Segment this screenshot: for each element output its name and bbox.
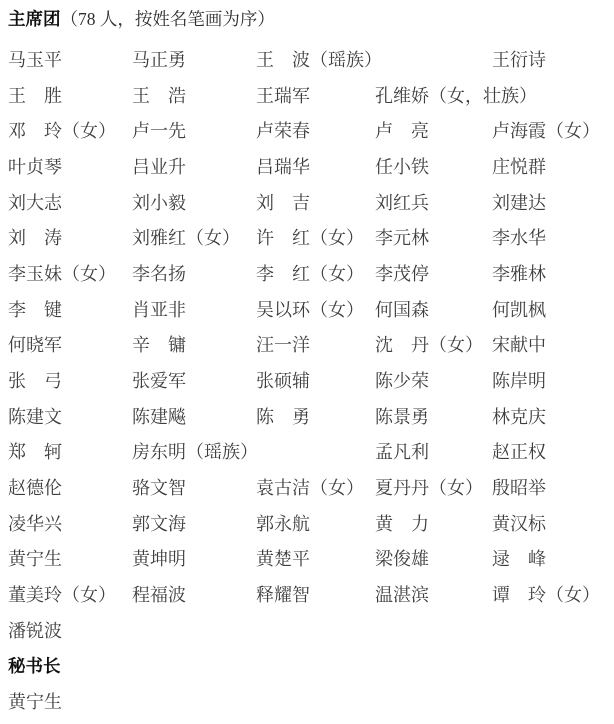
person-name: 黄坤明 bbox=[132, 549, 186, 570]
person-name: 何晓军 bbox=[8, 335, 62, 356]
person-name: 吕瑞华 bbox=[256, 156, 310, 177]
person-name: 辛 镛 bbox=[132, 335, 186, 356]
person-name: 张爱军 bbox=[132, 371, 186, 392]
person-name: 刘红兵 bbox=[375, 192, 429, 213]
person-name: 刘 吉 bbox=[256, 192, 310, 213]
person-name: 凌华兴 bbox=[8, 513, 62, 534]
person-name: 陈岸明 bbox=[492, 371, 546, 392]
person-name: 李水华 bbox=[492, 228, 546, 249]
person-name: 汪一洋 bbox=[256, 335, 310, 356]
name-row bbox=[8, 612, 614, 648]
person-name: 沈 丹（女） bbox=[375, 335, 483, 356]
person-name: 张 弓 bbox=[8, 371, 62, 392]
name-row bbox=[8, 112, 614, 148]
person-name: 李元林 bbox=[375, 228, 429, 249]
person-name: 吴以环（女） bbox=[256, 299, 364, 320]
person-name: 陈景勇 bbox=[375, 406, 429, 427]
person-name: 叶贞琴 bbox=[8, 156, 62, 177]
person-name: 卢海霞（女） bbox=[492, 121, 600, 142]
person-name: 骆文智 bbox=[132, 478, 186, 499]
person-name: 王瑞军 bbox=[256, 85, 310, 106]
person-name: 释耀智 bbox=[256, 585, 310, 606]
person-name: 逯 峰 bbox=[492, 549, 546, 570]
person-name: 温湛滨 bbox=[375, 585, 429, 606]
person-name: 刘大志 bbox=[8, 192, 62, 213]
person-name: 李名扬 bbox=[132, 263, 186, 284]
person-name: 孔维娇（女，壮族） bbox=[375, 85, 537, 106]
person-name: 赵正权 bbox=[492, 442, 546, 463]
person-name: 马玉平 bbox=[8, 49, 62, 70]
person-name: 孟凡利 bbox=[375, 442, 429, 463]
person-name: 张硕辅 bbox=[256, 371, 310, 392]
person-name: 黄汉标 bbox=[492, 513, 546, 534]
person-name: 李 红（女） bbox=[256, 263, 364, 284]
person-name: 刘小毅 bbox=[132, 192, 186, 213]
person-name: 房东明（瑶族） bbox=[132, 442, 258, 463]
person-name: 马正勇 bbox=[132, 49, 186, 70]
person-name: 刘 涛 bbox=[8, 228, 62, 249]
person-name: 许 红（女） bbox=[256, 228, 364, 249]
person-name: 邓 玲（女） bbox=[8, 121, 116, 142]
person-name: 夏丹丹（女） bbox=[375, 478, 483, 499]
person-name: 王衍诗 bbox=[492, 49, 546, 70]
person-name: 郭永航 bbox=[256, 513, 310, 534]
person-name: 何国森 bbox=[375, 299, 429, 320]
person-name: 王 浩 bbox=[132, 85, 186, 106]
name-row bbox=[8, 434, 614, 470]
person-name: 梁俊雄 bbox=[375, 549, 429, 570]
section-title-line bbox=[8, 6, 614, 33]
name-row bbox=[8, 184, 614, 220]
name-row bbox=[8, 291, 614, 327]
person-name: 卢 亮 bbox=[375, 121, 429, 142]
section-note: （78 人，按姓名笔画为序） bbox=[60, 9, 275, 29]
secretary-heading: 秘书长 bbox=[8, 656, 61, 677]
person-name: 郭文海 bbox=[132, 513, 186, 534]
person-name: 李茂停 bbox=[375, 263, 429, 284]
person-name: 吕业升 bbox=[132, 156, 186, 177]
person-name: 庄悦群 bbox=[492, 156, 546, 177]
person-name: 林克庆 bbox=[492, 406, 546, 427]
person-name: 潘锐波 bbox=[8, 620, 62, 641]
person-name: 李雅林 bbox=[492, 263, 546, 284]
person-name: 卢一先 bbox=[132, 121, 186, 142]
person-name: 陈建飚 bbox=[132, 406, 186, 427]
person-name: 肖亚非 bbox=[132, 299, 186, 320]
section-heading: 主席团 bbox=[8, 9, 61, 29]
name-row bbox=[8, 41, 614, 77]
name-row bbox=[8, 327, 614, 363]
name-row bbox=[8, 148, 614, 184]
person-name: 李玉妹（女） bbox=[8, 263, 116, 284]
person-name: 郑 轲 bbox=[8, 442, 62, 463]
person-name: 陈 勇 bbox=[256, 406, 310, 427]
person-name: 刘雅红（女） bbox=[132, 228, 240, 249]
name-row bbox=[8, 255, 614, 291]
person-name: 王 波（瑶族） bbox=[256, 49, 382, 70]
name-row bbox=[8, 77, 614, 113]
person-name: 程福波 bbox=[132, 585, 186, 606]
person-name: 陈少荣 bbox=[375, 371, 429, 392]
name-row bbox=[8, 469, 614, 505]
person-name: 陈建文 bbox=[8, 406, 62, 427]
person-name: 董美玲（女） bbox=[8, 585, 116, 606]
person-name: 袁古洁（女） bbox=[256, 478, 364, 499]
person-name: 谭 玲（女） bbox=[492, 585, 600, 606]
name-row bbox=[8, 541, 614, 577]
name-row bbox=[8, 362, 614, 398]
person-name: 宋献中 bbox=[492, 335, 546, 356]
presidium-name-list bbox=[8, 41, 614, 648]
person-name: 任小铁 bbox=[375, 156, 429, 177]
name-row bbox=[8, 219, 614, 255]
person-name: 何凯枫 bbox=[492, 299, 546, 320]
person-name: 黄宁生 bbox=[8, 549, 62, 570]
person-name: 卢荣春 bbox=[256, 121, 310, 142]
person-name: 刘建达 bbox=[492, 192, 546, 213]
person-name: 李 键 bbox=[8, 299, 62, 320]
name-row bbox=[8, 398, 614, 434]
person-name: 黄 力 bbox=[375, 513, 429, 534]
name-row bbox=[8, 505, 614, 541]
person-name: 赵德伦 bbox=[8, 478, 62, 499]
secretary-name: 黄宁生 bbox=[8, 692, 62, 713]
person-name: 王 胜 bbox=[8, 85, 62, 106]
person-name: 黄楚平 bbox=[256, 549, 310, 570]
name-row bbox=[8, 576, 614, 612]
person-name: 殷昭举 bbox=[492, 478, 546, 499]
